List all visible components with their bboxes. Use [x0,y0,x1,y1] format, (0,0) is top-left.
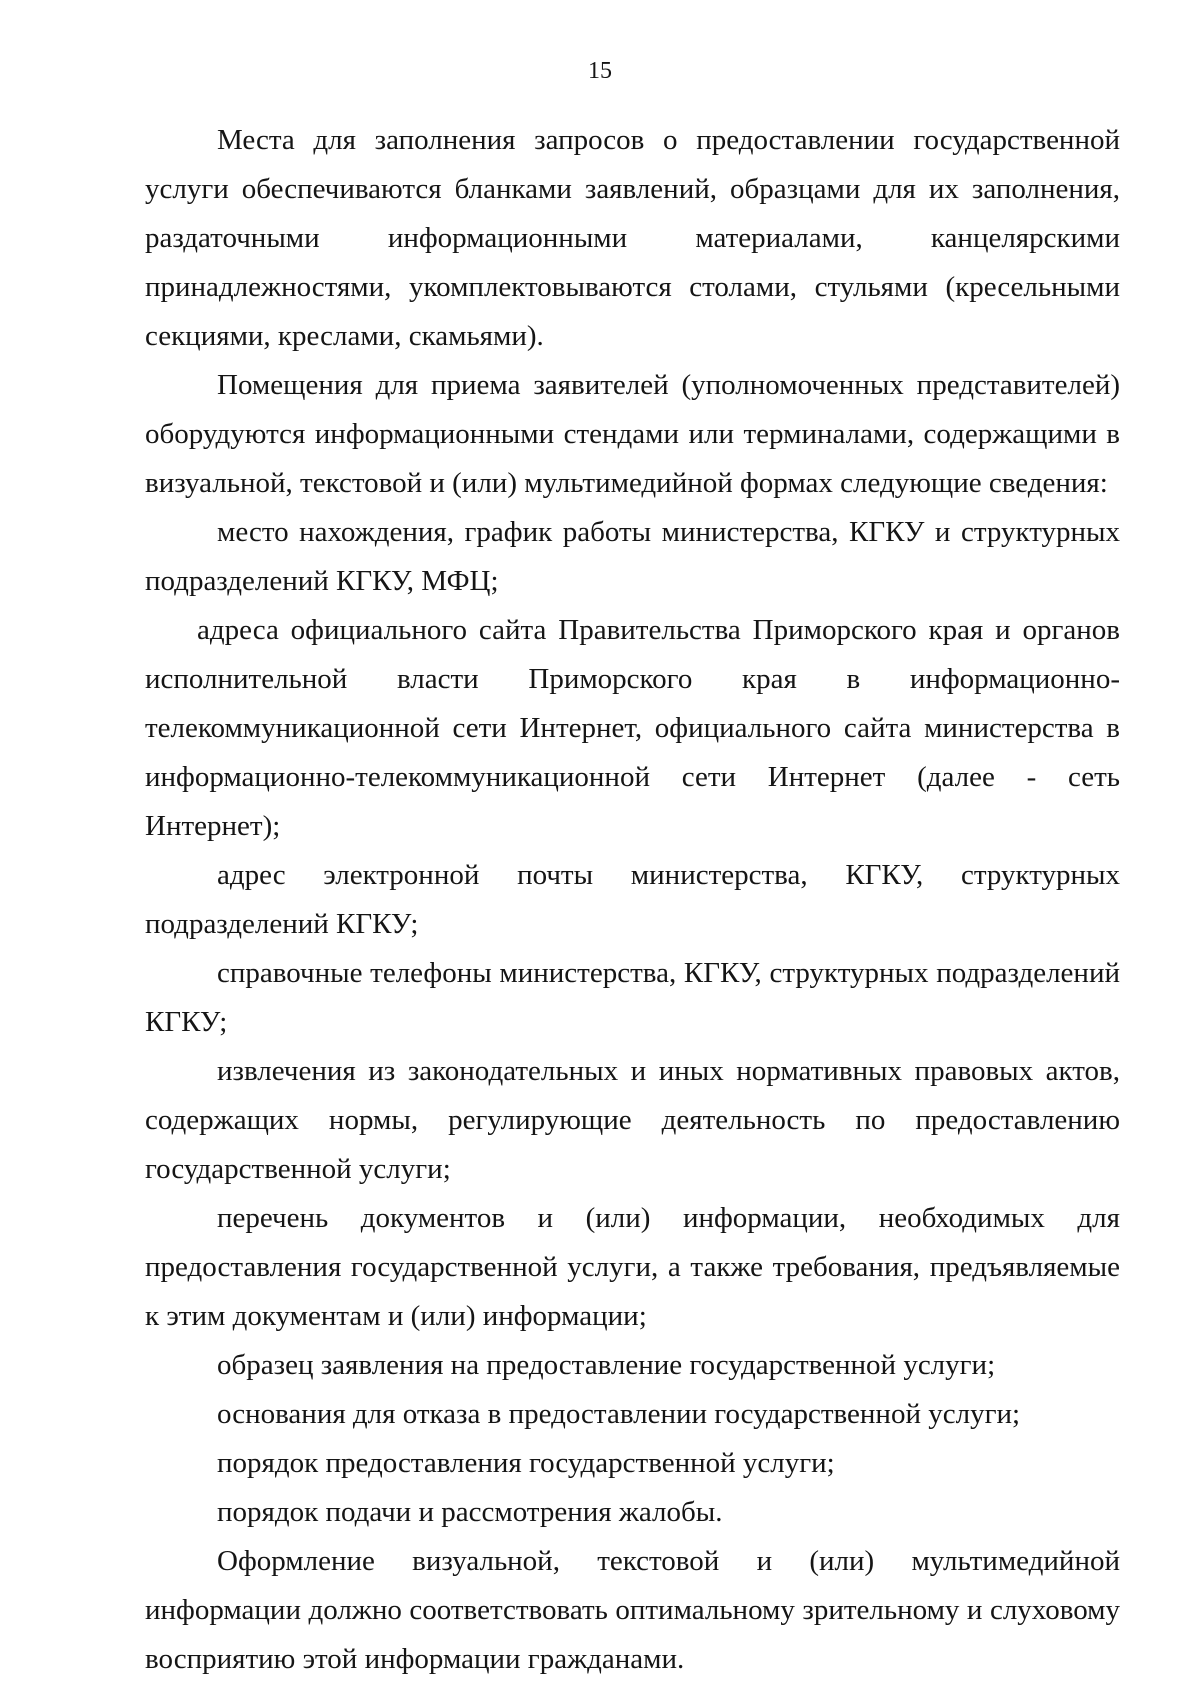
list-item-refusal-grounds: основания для отказа в предоставлении государственной услуги; [217,1398,1021,1430]
list-item-location-schedule: место нахождения, график работы министерства, КГКУ и структурных подразделений КГКУ, МФЦ; [145,516,1120,597]
list-item-application-sample: образец заявления на предоставление государственной услуги; [217,1349,996,1381]
list-item-complaint-procedure: порядок подачи и рассмотрения жалобы. [217,1496,723,1528]
document-body [145,116,1120,1684]
page-number: 15 [588,58,612,84]
list-item-service-procedure: порядок предоставления государственной услуги; [217,1447,835,1479]
list-item-website-addresses: адреса официального сайта Правительства Приморского края и органов исполнительной власти Приморского края в информационно-телекоммуникационной сети Интернет, официального сайта министерства в информационно-телекоммуникационной сети Интернет (далее - сеть Интернет); [145,614,1120,842]
list-item-legal-acts: извлечения из законодательных и иных нормативных правовых актов, содержащих нормы, регулирующие деятельность по предоставлению государственной услуги; [145,1055,1120,1185]
paragraph-information-design: Оформление визуальной, текстовой и (или) мультимедийной информации должно соответствовать оптимальному зрительному и слуховому восприятию этой информации гражданами. [145,1545,1120,1675]
list-item-phones: справочные телефоны министерства, КГКУ, структурных подразделений КГКУ; [145,957,1120,1038]
list-item-email-address: адрес электронной почты министерства, КГКУ, структурных подразделений КГКУ; [145,859,1120,940]
list-item-documents-list: перечень документов и (или) информации, необходимых для предоставления государственной услуги, а также требования, предъявляемые к этим документам и (или) информации; [145,1202,1120,1332]
paragraph-waiting-places: Места для заполнения запросов о предоставлении государственной услуги обеспечиваются бланками заявлений, образцами для их заполнения, раздаточными информационными материалами, канцелярскими принадлежностями, укомплектовываются столами, стульями (кресельными секциями, креслами, скамьями). [145,124,1120,352]
paragraph-reception-rooms: Помещения для приема заявителей (уполномоченных представителей) оборудуются информационными стендами или терминалами, содержащими в визуальной, текстовой и (или) мультимедийной формах следующие сведения: [145,369,1120,499]
